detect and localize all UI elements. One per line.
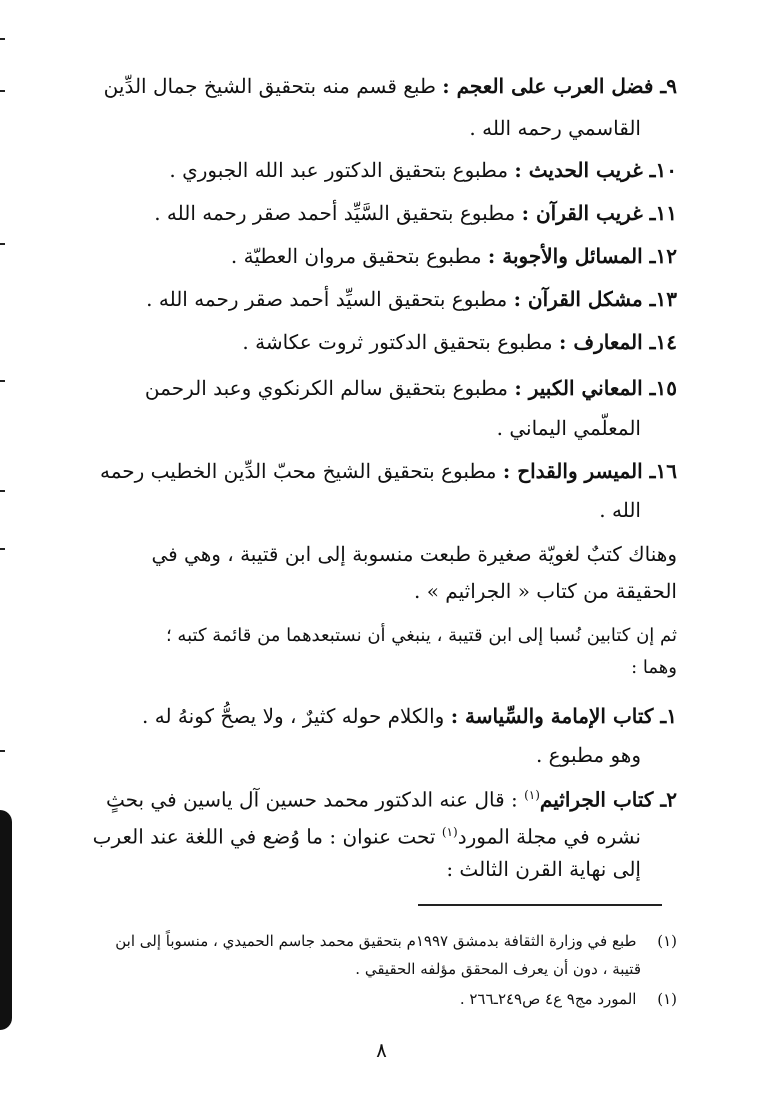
entry-title: ١١ـ غريب القرآن : [521,201,677,225]
entry-title: ١٣ـ مشكل القرآن : [513,287,677,311]
entry-text: مطبوع بتحقيق الشيخ محبّ الدِّين الخطيب رحمه [100,459,497,483]
entry-9-continuation: القاسمي رحمه الله . [469,116,641,140]
entry-title: ١٥ـ المعاني الكبير : [514,376,677,400]
item-text: : قال عنه الدكتور محمد حسين آل ياسين في بحثٍ [105,787,525,812]
entry-9 [104,72,677,100]
footnote-2 [460,988,677,1010]
entry-16 [100,457,677,485]
entry-text: مطبوع بتحقيق السيِّد أحمد صقر رحمه الله . [146,287,508,311]
entry-10 [169,156,677,184]
entry-15 [145,374,677,402]
scan-mark [0,548,5,550]
footnote-reference[interactable]: (١) [441,825,458,839]
paragraph-2-line-1: ثم إن كتابين نُسبا إلى ابن قتيبة ، ينبغي أن نستبعدهما من قائمة كتبه ؛ [165,625,677,646]
entry-14 [242,328,677,356]
entry-text: مطبوع بتحقيق سالم الكرنكوي وعبد الرحمن [144,376,509,400]
entry-title: ١٤ـ المعارف : [559,330,677,354]
scan-mark [0,490,5,492]
item-2-continuation-1 [93,818,641,851]
footnote-1 [115,930,677,952]
footnote-number: (١) [657,990,677,1008]
paragraph-1-line-2: الحقيقة من كتاب « الجراثيم » . [413,579,677,603]
item-1-continuation: وهو مطبوع . [535,743,641,767]
scan-edge-shadow [0,810,12,1030]
item-text: تحت عنوان : ما وُضع في اللغة عند العرب [92,824,442,849]
entry-11 [154,199,677,227]
item-text: والكلام حوله كثيرٌ ، ولا يصحُّ كونهُ له . [142,704,445,728]
entry-text: مطبوع بتحقيق مروان العطيّة . [230,244,482,268]
entry-title: ١٠ـ غريب الحديث : [514,158,677,182]
entry-text: مطبوع بتحقيق السَّيِّد أحمد صقر رحمه الله . [154,201,516,225]
item-title: ١ـ كتاب الإمامة والسِّياسة : [450,704,677,728]
scan-mark [0,380,5,382]
entry-text: مطبوع بتحقيق الدكتور عبد الله الجبوري . [169,158,509,182]
item-1 [142,702,677,730]
entry-16-continuation: الله . [599,498,641,522]
page-number: ٨ [376,1038,387,1062]
item-title: ٢ـ كتاب الجراثيم [539,787,677,812]
entry-13 [146,285,677,313]
scan-mark [0,90,5,92]
footnote-1-continuation: قتيبة ، دون أن يعرف المحقق مؤلفه الحقيقي . [355,960,641,978]
footnote-separator [418,904,662,906]
footnote-text: طبع في وزارة الثقافة بدمشق ١٩٩٧م بتحقيق محمد جاسم الحميدي ، منسوباً إلى ابن [115,932,637,950]
entry-title: ٩ـ فضل العرب على العجم : [442,74,677,98]
entry-12 [231,242,677,270]
entry-text: طبع قسم منه بتحقيق الشيخ جمال الدِّين [103,74,436,98]
paragraph-1-line-1: وهناك كتبٌ لغويّة صغيرة طبعت منسوبة إلى ابن قتيبة ، وهي في [151,542,677,566]
paragraph-2-line-2: وهما : [631,657,677,678]
footnote-reference[interactable]: (١) [524,788,540,802]
scan-mark [0,750,5,752]
entry-title: ١٢ـ المسائل والأجوبة : [487,244,677,268]
entry-text: مطبوع بتحقيق الدكتور ثروت عكاشة . [242,330,553,354]
footnote-text: المورد مج٩ ع٤ ص٢٤٩ـ٢٦٦ . [459,990,637,1008]
item-2-continuation-2: إلى نهاية القرن الثالث : [446,857,641,881]
footnote-number: (١) [657,932,677,950]
item-text: نشره في مجلة المورد [457,824,641,849]
item-2 [106,781,677,814]
scan-mark [0,38,5,40]
entry-15-continuation: المعلّمي اليماني . [496,416,641,440]
entry-title: ١٦ـ الميسر والقداح : [502,459,677,483]
scan-mark [0,243,5,245]
